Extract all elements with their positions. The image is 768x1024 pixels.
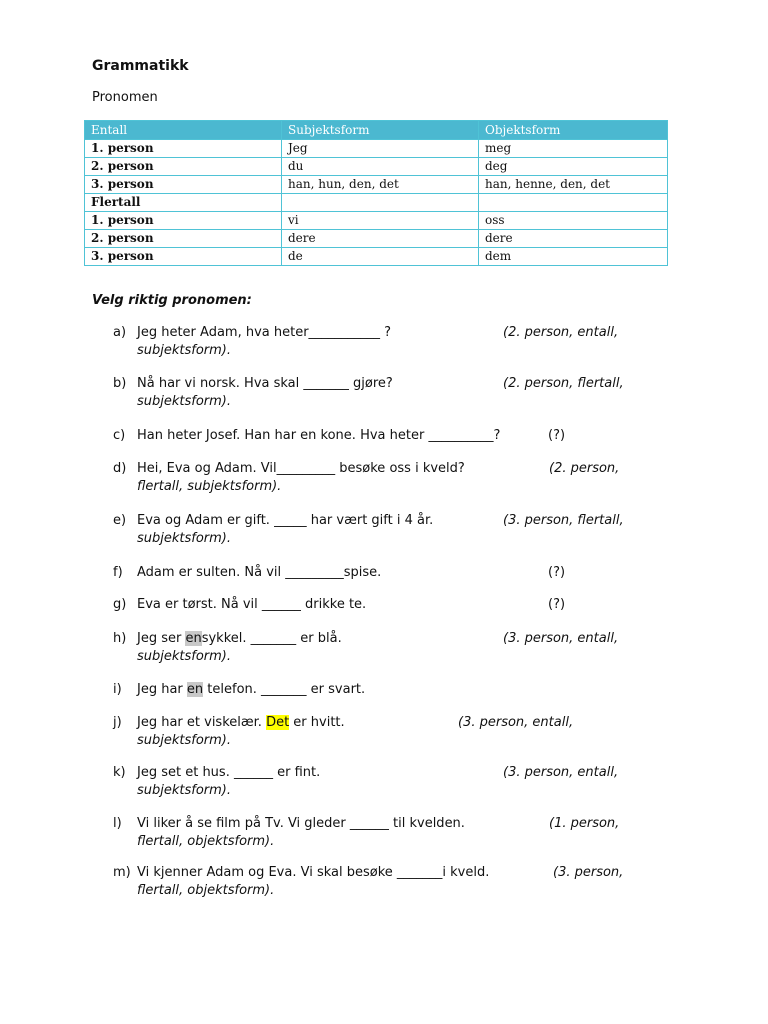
row-label: 1. person <box>85 140 282 158</box>
exercise-text: Jeg set et hus. ______ er fint. <box>137 765 321 780</box>
exercise-letter: h) <box>113 631 127 646</box>
exercise-hint: (3. person, entall, <box>458 715 574 730</box>
exercise-hint: (3. person, <box>553 865 624 880</box>
object-form-cell: dere <box>479 230 668 248</box>
table-row <box>85 176 668 194</box>
subject-form-cell: du <box>282 158 479 176</box>
pronoun-table <box>84 120 668 266</box>
exercise-item <box>113 764 673 800</box>
exercise-item <box>113 596 673 614</box>
exercise-item <box>113 324 673 360</box>
object-form-cell: meg <box>479 140 668 158</box>
exercise-letter: f) <box>113 565 123 580</box>
highlighted-word: Det <box>266 715 290 730</box>
subject-form-cell: vi <box>282 212 479 230</box>
exercise-item <box>113 460 673 496</box>
exercise-text-pre: Jeg ser <box>137 631 186 646</box>
highlighted-word: en <box>186 682 204 697</box>
exercise-hint: (2. person, flertall, <box>503 376 624 391</box>
exercise-hint-continued: subjektsform). <box>137 531 232 546</box>
exercise-item <box>113 681 673 699</box>
exercise-hint-continued: subjektsform). <box>137 394 232 409</box>
row-label: 1. person <box>85 212 282 230</box>
row-label: Flertall <box>85 194 282 212</box>
exercise-text: Adam er sulten. Nå vil _________spise. <box>137 565 382 580</box>
exercise-item <box>113 512 673 548</box>
exercise-hint-continued: flertall, objektsform). <box>137 834 275 849</box>
exercise-hint-continued: subjektsform). <box>137 343 232 358</box>
object-form-cell: oss <box>479 212 668 230</box>
table-row <box>85 194 668 212</box>
header-cell-objektsform: Objektsform <box>479 121 668 140</box>
exercise-text: Eva og Adam er gift. _____ har vært gift i 4 år. <box>137 513 434 528</box>
object-form-cell: dem <box>479 248 668 266</box>
exercise-hint: (?) <box>548 565 566 580</box>
header-cell-subjektsform: Subjektsform <box>282 121 479 140</box>
exercise-text <box>137 630 342 648</box>
exercise-hint: (2. person, <box>549 461 620 476</box>
exercise-hint-continued: subjektsform). <box>137 733 232 748</box>
object-form-cell <box>479 194 668 212</box>
row-label: 3. person <box>85 176 282 194</box>
row-label: 3. person <box>85 248 282 266</box>
row-label: 2. person <box>85 230 282 248</box>
subject-form-cell <box>282 194 479 212</box>
exercise-text-post: er hvitt. <box>289 715 345 730</box>
exercise-text: Vi liker å se film på Tv. Vi gleder ______ til kvelden. <box>137 816 465 831</box>
exercise-text <box>137 714 345 732</box>
exercise-letter: l) <box>113 816 122 831</box>
header-cell-entall: Entall <box>85 121 282 140</box>
object-form-cell: han, henne, den, det <box>479 176 668 194</box>
exercise-item <box>113 815 673 851</box>
exercise-text-post: sykkel. _______ er blå. <box>201 631 342 646</box>
exercise-item <box>113 427 673 445</box>
exercise-letter: b) <box>113 376 127 391</box>
exercise-letter: i) <box>113 682 122 697</box>
table-row <box>85 230 668 248</box>
exercise-letter: j) <box>113 715 122 730</box>
exercise-text: Vi kjenner Adam og Eva. Vi skal besøke _______i kveld. <box>137 865 490 880</box>
subject-form-cell: Jeg <box>282 140 479 158</box>
exercise-hint: (2. person, entall, <box>503 325 619 340</box>
exercise-item <box>113 864 673 900</box>
object-form-cell: deg <box>479 158 668 176</box>
exercise-letter: c) <box>113 428 126 443</box>
exercise-hint-continued: subjektsform). <box>137 649 232 664</box>
exercise-text <box>137 681 365 699</box>
exercise-letter: a) <box>113 325 127 340</box>
exercise-item <box>113 375 673 411</box>
exercise-text: Han heter Josef. Han har en kone. Hva heter __________? <box>137 428 501 443</box>
exercise-hint-continued: flertall, objektsform). <box>137 883 275 898</box>
highlighted-word: en <box>185 631 202 646</box>
exercise-hint: (?) <box>548 597 566 612</box>
exercise-hint-continued: subjektsform). <box>137 783 232 798</box>
exercise-hint-continued: flertall, subjektsform). <box>137 479 282 494</box>
exercise-text-pre: Jeg har <box>137 682 187 697</box>
exercise-hint: (3. person, entall, <box>503 631 619 646</box>
exercise-letter: m) <box>113 865 131 880</box>
exercise-text: Jeg heter Adam, hva heter___________ ? <box>137 325 392 340</box>
row-label: 2. person <box>85 158 282 176</box>
exercise-text-post: telefon. _______ er svart. <box>203 682 366 697</box>
exercise-text-pre: Jeg har et viskelær. <box>137 715 267 730</box>
section-subtitle: Pronomen <box>92 90 158 105</box>
exercise-item <box>113 714 673 750</box>
exercise-item <box>113 564 673 582</box>
subject-form-cell: han, hun, den, det <box>282 176 479 194</box>
exercise-hint: (1. person, <box>549 816 620 831</box>
exercise-text: Eva er tørst. Nå vil ______ drikke te. <box>137 597 367 612</box>
exercise-letter: g) <box>113 597 127 612</box>
subject-form-cell: dere <box>282 230 479 248</box>
table-row <box>85 212 668 230</box>
exercise-hint: (?) <box>548 428 566 443</box>
exercise-letter: e) <box>113 513 127 528</box>
table-row <box>85 248 668 266</box>
exercise-text: Nå har vi norsk. Hva skal _______ gjøre? <box>137 376 393 391</box>
exercise-letter: d) <box>113 461 127 476</box>
exercise-text: Hei, Eva og Adam. Vil_________ besøke oss i kveld? <box>137 461 465 476</box>
table-header-row <box>85 121 668 140</box>
table-row <box>85 140 668 158</box>
exercise-hint: (3. person, entall, <box>503 765 619 780</box>
subject-form-cell: de <box>282 248 479 266</box>
table-row <box>85 158 668 176</box>
exercise-heading: Velg riktig pronomen: <box>92 293 252 308</box>
exercise-letter: k) <box>113 765 126 780</box>
document-title: Grammatikk <box>92 58 189 74</box>
exercise-item <box>113 630 673 666</box>
exercise-hint: (3. person, flertall, <box>503 513 624 528</box>
